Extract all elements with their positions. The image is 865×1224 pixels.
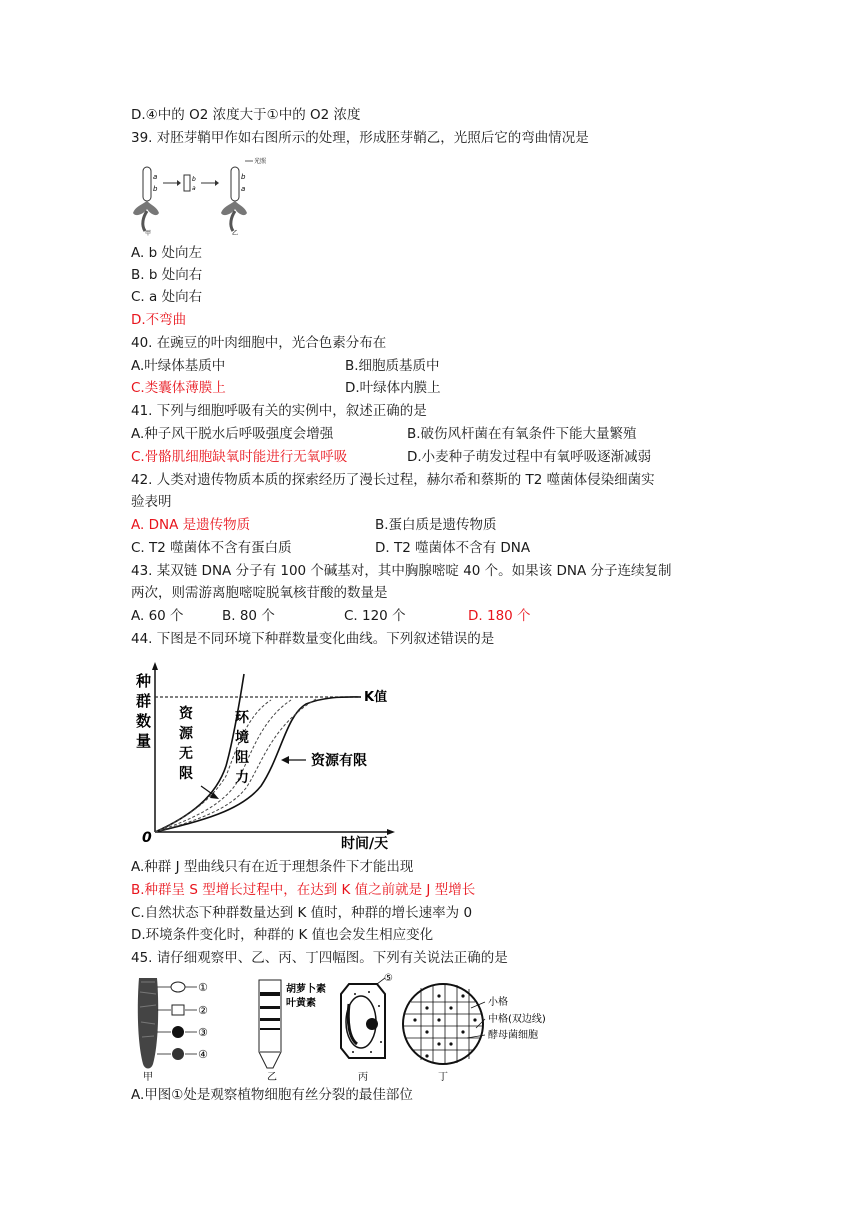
q44-option-a: A.种群 J 型曲线只有在近于理想条件下才能出现 [131,859,414,875]
q40-option-b: B.细胞质基质中 [345,358,440,374]
q42-stem-line1: 42. 人类对遗传物质本质的探索经历了漫长过程，赫尔希和蔡斯的 T2 噬菌体侵染细菌实 [131,472,655,488]
label-5: ⑤ [384,973,393,984]
q40-option-c-answer: C.类囊体薄膜上 [131,380,226,396]
unlimited-char-4: 限 [179,766,193,782]
q44-population-figure [131,656,399,852]
q45-four-panels-figure [131,972,557,1082]
limited-label: 资源有限 [311,753,367,769]
label-4: ④ [198,1048,208,1061]
caption-jia: 甲 [145,230,152,237]
q41-option-a: A.种子风干脱水后呼吸强度会增强 [131,426,334,442]
q39-coleoptile-figure [131,155,273,237]
label-3: ③ [198,1026,208,1039]
q41-option-d: D.小麦种子萌发过程中有氧呼吸逐渐减弱 [407,449,652,465]
q39-option-c: C. a 处向右 [131,289,203,305]
q45-option-a: A.甲图①处是观察植物细胞有丝分裂的最佳部位 [131,1087,413,1103]
light-label: 光照 [254,158,267,165]
carotene-label: 胡萝卜素 [286,984,326,995]
q42-option-d: D. T2 噬菌体不含有 DNA [375,540,531,556]
segment-piece [184,175,190,191]
origin-label: 0 [142,830,152,846]
resistance-char-1: 环 [235,710,249,726]
caption-yi: 乙 [267,1072,277,1082]
label-a-piece: a [192,185,196,192]
q41-option-c-answer: C.骨骼肌细胞缺氧时能进行无氧呼吸 [131,449,348,465]
caption-ding: 丁 [438,1072,448,1082]
label-a-yi: a [241,185,246,193]
yeast-cell-label: 酵母菌细胞 [488,1030,538,1041]
q42-option-c: C. T2 噬菌体不含有蛋白质 [131,540,292,556]
caption-yi: 乙 [232,230,239,237]
label-b-piece: b [192,176,196,183]
resistance-char-2: 境 [235,730,249,746]
q43-stem-line2: 两次，则需游离胞嘧啶脱氧核苷酸的数量是 [131,585,388,601]
xlabel: 时间/天 [341,836,389,852]
q43-stem-line1: 43. 某双链 DNA 分子有 100 个碱基对，其中胸腺嘧啶 40 个。如果该 DNA 分子连续复制 [131,563,672,579]
ylabel-char-1: 种 [136,672,152,690]
q44-option-b-answer: B.种群呈 S 型增长过程中，在达到 K 值之前就是 J 型增长 [131,882,476,898]
q39-option-a: A. b 处向左 [131,245,202,261]
xanthophyll-label: 叶黄素 [286,998,316,1009]
label-b-yi: b [241,173,246,181]
small-grid-label: 小格 [488,997,508,1008]
q42-option-b: B.蛋白质是遗传物质 [375,517,497,533]
ylabel-char-2: 群 [136,692,152,710]
q43-option-b: B. 80 个 [222,608,275,624]
ylabel-char-4: 量 [136,732,152,750]
q39-option-d-answer: D.不弯曲 [131,312,187,328]
q43-option-c: C. 120 个 [344,608,406,624]
caption-bing: 丙 [358,1072,368,1082]
resistance-char-4: 力 [235,770,249,786]
q44-stem: 44. 下图是不同环境下种群数量变化曲线。下列叙述错误的是 [131,631,495,647]
q39-stem: 39. 对胚芽鞘甲作如右图所示的处理，形成胚芽鞘乙，光照后它的弯曲情况是 [131,130,589,146]
resistance-char-3: 阻 [235,750,249,766]
q40-stem: 40. 在豌豆的叶肉细胞中，光合色素分布在 [131,335,387,351]
label-2: ② [198,1004,208,1017]
q41-stem: 41. 下列与细胞呼吸有关的实例中，叙述正确的是 [131,403,427,419]
label-b-jia: b [153,185,158,193]
q43-option-a: A. 60 个 [131,608,184,624]
unlimited-char-1: 资 [179,706,193,722]
q39-option-b: B. b 处向右 [131,267,203,283]
unlimited-char-2: 源 [179,726,193,742]
q45-stem: 45. 请仔细观察甲、乙、丙、丁四幅图。下列有关说法正确的是 [131,950,508,966]
label-1: ① [198,981,208,994]
ylabel-char-3: 数 [136,712,152,730]
q40-option-d: D.叶绿体内膜上 [345,380,441,396]
q42-stem-line2: 验表明 [131,494,172,510]
k-value-label: K值 [364,690,388,705]
q43-option-d-answer: D. 180 个 [468,608,531,624]
q38-option-d: D.④中的 O2 浓度大于①中的 O2 浓度 [131,107,361,123]
caption-jia: 甲 [143,1072,153,1082]
q41-option-b: B.破伤风杆菌在有氧条件下能大量繁殖 [407,426,637,442]
q40-option-a: A.叶绿体基质中 [131,358,226,374]
q42-option-a-answer: A. DNA 是遗传物质 [131,517,251,533]
unlimited-char-3: 无 [179,746,193,762]
q44-option-c: C.自然状态下种群数量达到 K 值时，种群的增长速率为 0 [131,905,473,921]
q44-option-d: D.环境条件变化时，种群的 K 值也会发生相应变化 [131,927,434,943]
label-a-jia: a [153,173,158,181]
medium-grid-label: 中格(双边线) [488,1014,546,1025]
